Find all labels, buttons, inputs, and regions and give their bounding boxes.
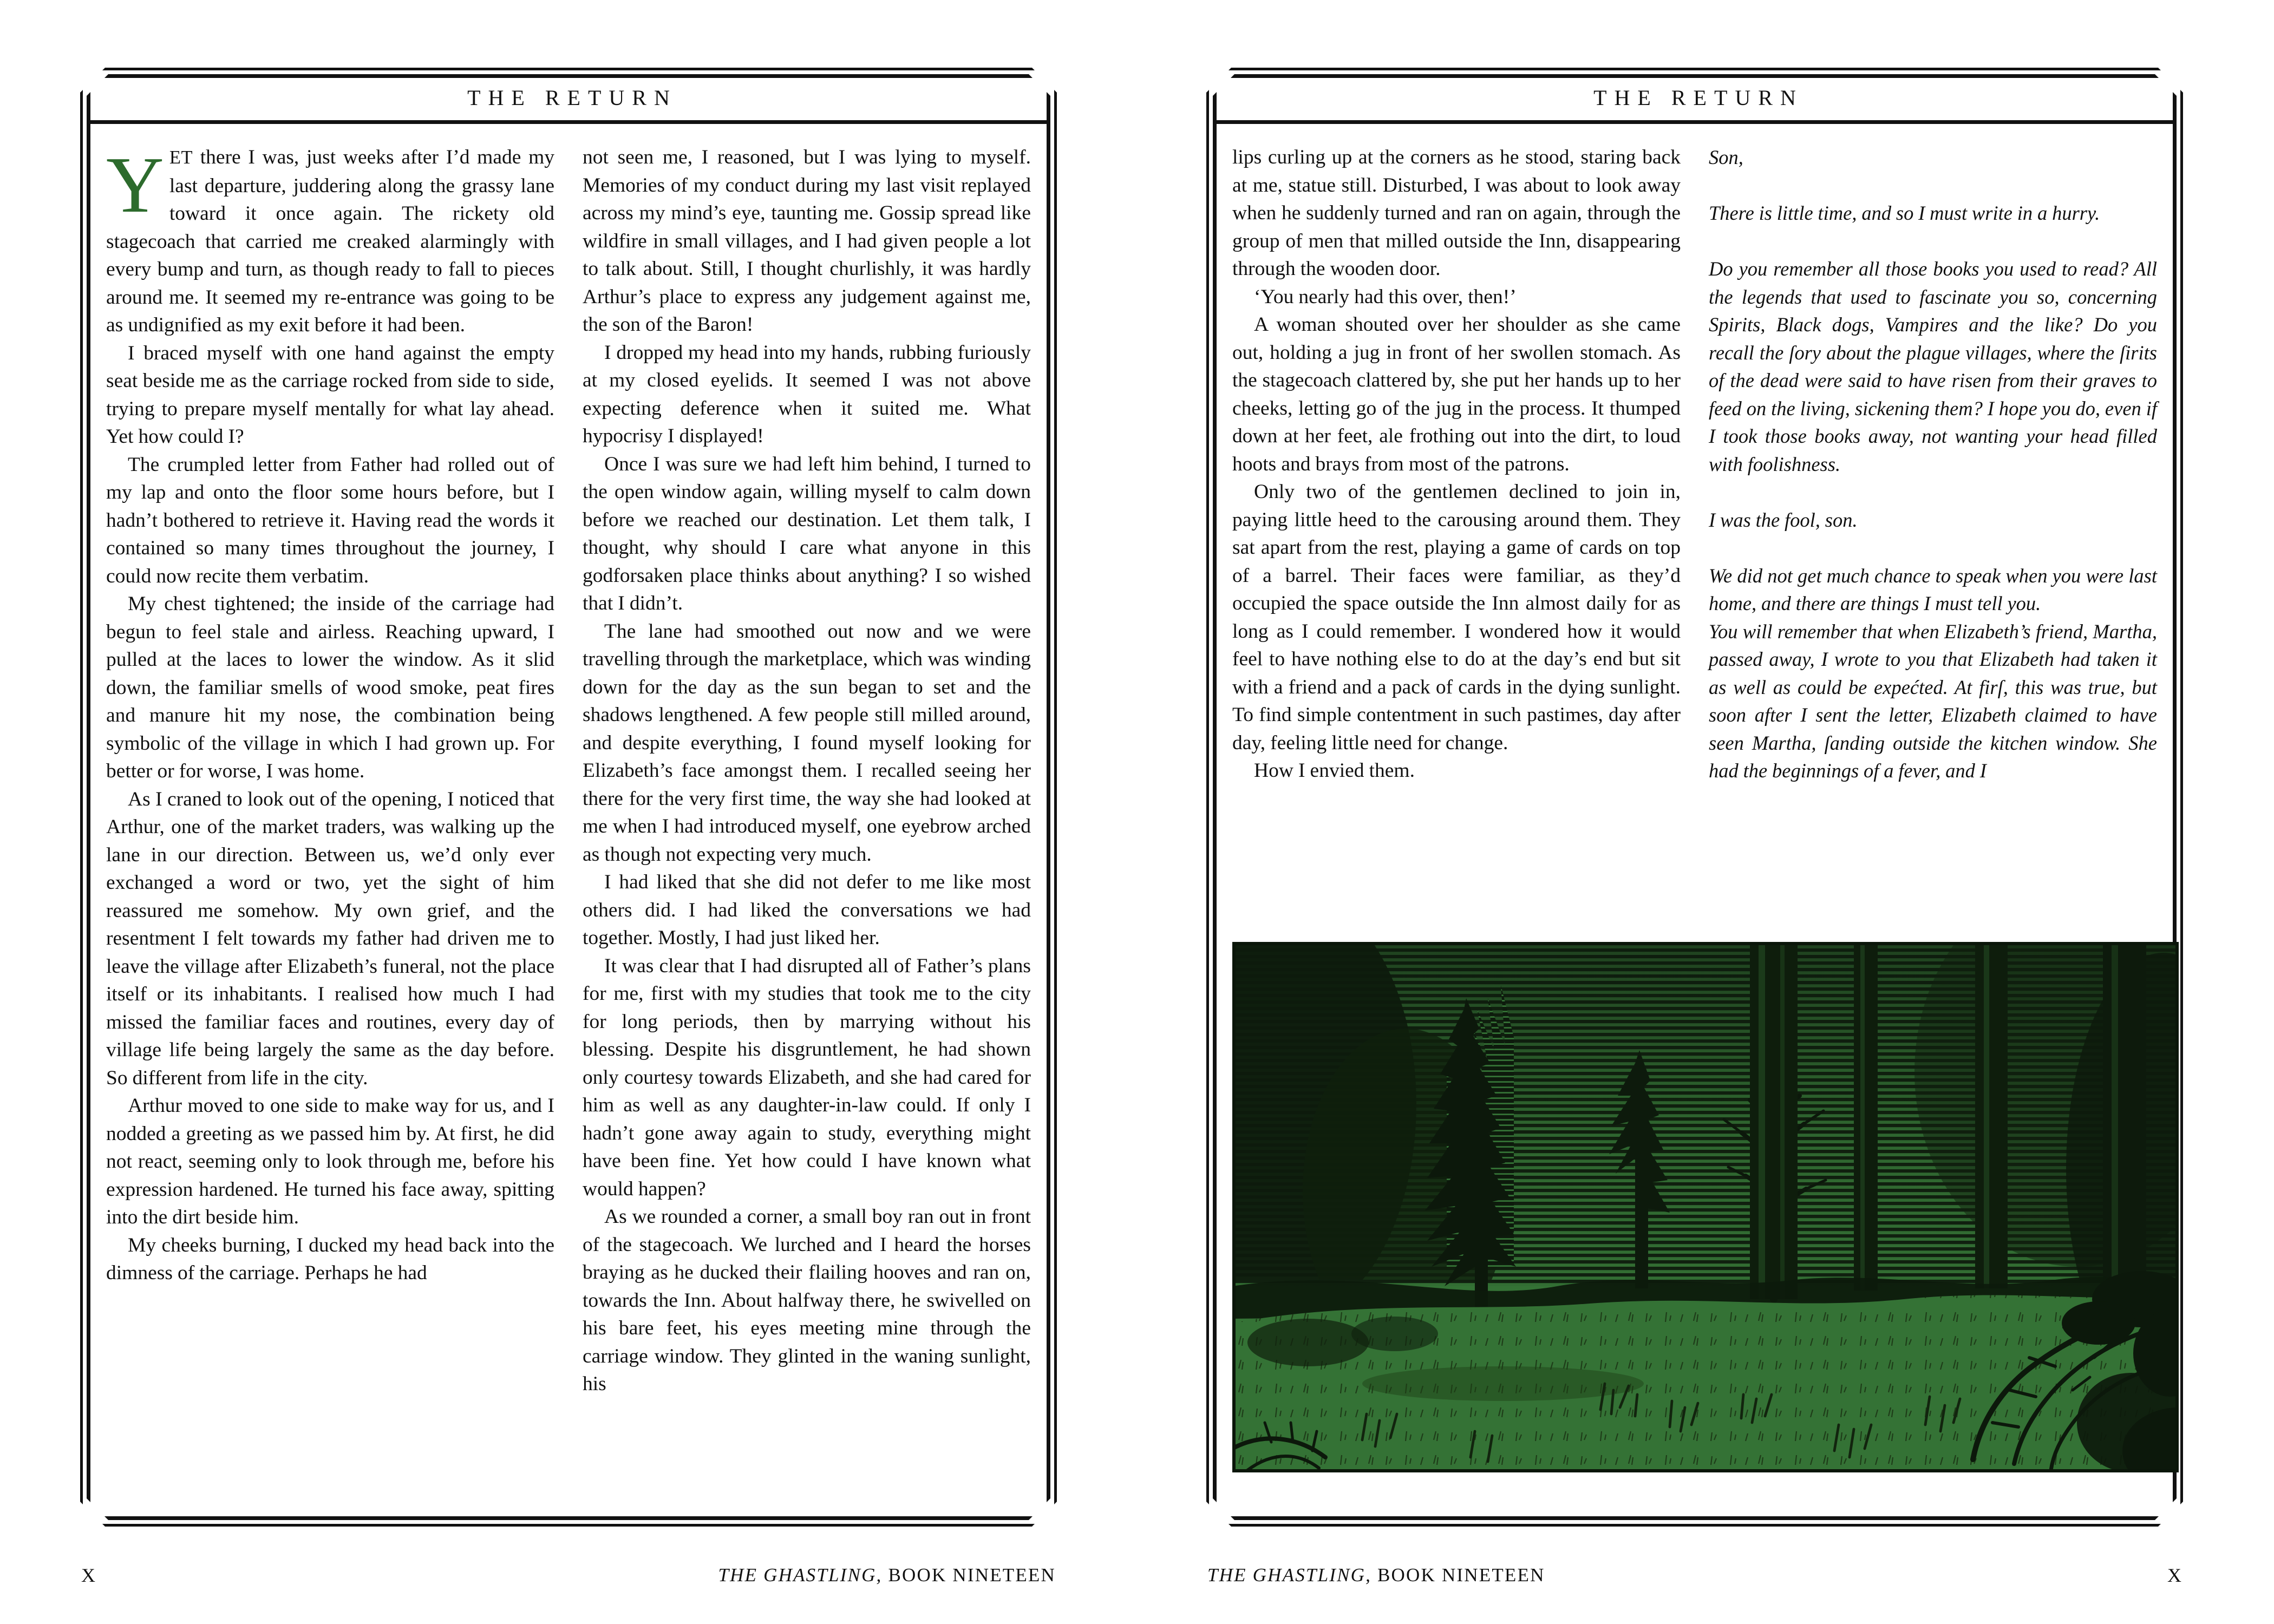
imprint-book: BOOK NINETEEN (1377, 1564, 1545, 1586)
paragraph: As I craned to look out of the opening, I noticed that Arthur, one of the market traders, was walking up the lane in our direction. Between us, we’d only ever exchanged a word or two, yet the sight of him reassured me somehow. My own grief, and the resentment I felt towards my father had driven me to leave the village after Elizabeth’s funeral, not the place itself or its inhabitants. I realised how much I had missed the familiar faces and routines, every day of village life being largely the same as the day before. So different from life in the city. (106, 788, 554, 1089)
forest-clearing-woodcut-icon (1232, 942, 2179, 1472)
right-page (1137, 0, 2274, 1624)
forest-illustration (1232, 942, 2179, 1472)
running-head-rule-right (1213, 120, 2177, 124)
imprint-title: THE GHASTLING, (718, 1564, 883, 1586)
paragraph: Once I was sure we had left him behind, I turned to the open window again, willing myself to calm down before we reached our destination. Let them talk, I thought, why should I care what anyone in this godforsaken place thinks about anything? I so wished that I didn’t. (583, 453, 1031, 614)
imprint-title: THE GHASTLING, (1207, 1564, 1372, 1586)
paragraph-dialogue: ‘You nearly had this over, then!’ (1254, 285, 1517, 308)
imprint-line (718, 1564, 1056, 1586)
letter-paragraph: We did not get much chance to speak when you were last home, and there are things I must tell you. (1709, 564, 2157, 614)
paragraph-continued: not seen me, I reasoned, but I was lying to myself. Memories of my conduct during my last visit replayed across my mind’s eye, taunting me. Gossip spread like wildfire in small villages, and I had given people a lot to talk about. Still, I thought churlishly, it was hardly Arthur’s place to express any judgement against me, the son of the Baron! (583, 146, 1031, 336)
left-page-column-one (106, 143, 554, 1489)
imprint-book: BOOK NINETEEN (888, 1564, 1056, 1586)
left-page-footer (81, 1556, 1056, 1594)
paragraph-continued: lips curling up at the corners as he stood, staring back at me, statue still. Disturbed, I was about to look away when he suddenly turned and ran on again, through the group of men that milled outside the Inn, disappearing through the wooden door. (1232, 146, 1681, 280)
paragraph: The lane had smoothed out now and we were travelling through the marketplace, which was winding down for the day as the sun began to set and the shadows lengthened. A few people still milled around, and despite everything, I found myself looking for Elizabeth’s face amongst them. I recalled seeing her there for the very first time, the way she had looked at me when I had introduced myself, one eyebrow arched as though not expecting very much. (583, 620, 1031, 866)
letter-salutation: Son, (1709, 146, 1743, 168)
folio-number: X (81, 1564, 96, 1586)
opening-small-caps: ET (169, 147, 193, 168)
paragraph-text: there I was, just weeks after I’d made my last departure, juddering along the grassy lane toward it once again. The rickety old stagecoach that carried me creaked alarmingly with every bump and turn, as though ready to fall to pieces around me. It seemed my re-entrance was going to be as undignified as my exit before it had been. (106, 146, 554, 336)
running-head-rule-left (87, 120, 1050, 124)
paragraph: Only two of the gentlemen declined to join in, paying little heed to the carousing around them. They sat apart from the rest, playing a game of cards on top of a barrel. Their faces were familiar, as they’d occupied the space outside the Inn almost daily for as long as I could remember. I wondered how it would feel to have nothing else to do at the day’s end but sit with a friend and a pack of cards in the dying sunlight. To find simple contentment in such pastimes, day after day, feeling little need for change. (1232, 481, 1681, 754)
letter-paragraph: Do you remember all those books you used to read? All the legends that used to fascinate you so, concerning Spirits, Black dogs, Vampires and the like? Do you recall the ſory about the plague villages, where the ſirits of the dead were said to have risen from their graves to feed on the living, sickening them? I hope you do, even if I took those books away, not wanting your head filled with foolishness. (1709, 258, 2157, 475)
running-head-left: THE RETURN (467, 85, 677, 110)
opening-paragraph (106, 143, 554, 339)
right-page-footer (1207, 1556, 2182, 1594)
drop-cap-letter: Y (106, 141, 164, 230)
letter-paragraph: There is little time, and so I must write in a hurry. (1709, 202, 2100, 224)
paragraph: The crumpled letter from Father had rolled out of my lap and onto the floor some hours before, but I hadn’t bothered to retrieve it. Having read the words it contained so many times throughout the journey, I could now recite them verbatim. (106, 453, 554, 587)
paragraph: I dropped my head into my hands, rubbing furiously at my closed eyelids. It seemed I was not above expecting deference when it suited me. What hypocrisy I displayed! (583, 341, 1031, 447)
paragraph: A woman shouted over her shoulder as she came out, holding a jug in front of her swollen stomach. As the stagecoach clattered by, she put her hands up to her cheeks, letting go of the jug in the process. It thumped down at her feet, ale frothing out into the dirt, to loud hoots and brays from most of the patrons. (1232, 313, 1681, 475)
paragraph: My cheeks burning, I ducked my head back into the dimness of the carriage. Perhaps he had (106, 1234, 554, 1284)
paragraph: It was clear that I had disrupted all of Father’s plans for me, first with my studies that took me to the city for long periods, then by marrying without his blessing. Despite his disgruntlement, he had shown only courtesy towards Elizabeth, and she had cared for him as well as any daughter-in-law could. If only I hadn’t gone away again to study, everything might have been fine. Yet how could I have known what would happen? (583, 954, 1031, 1200)
letter-paragraph: You will remember that when Elizabeth’s friend, Martha, passed away, I wrote to you that Elizabeth had taken it as well as could be expećted. At firſ, this was true, but soon after I sent the letter, Elizabeth claimed to have seen Martha, ſanding outside the kitchen window. She had the beginnings of a fever, and I (1709, 620, 2157, 782)
paragraph: How I envied them. (1254, 759, 1415, 782)
paragraph: I had liked that she did not defer to me like most others did. I had liked the conversations we had together. Mostly, I had just liked her. (583, 871, 1031, 949)
folio-number: X (2167, 1564, 2182, 1586)
paragraph: My chest tightened; the inside of the carriage had begun to feel stale and airless. Reaching upward, I pulled at the laces to lower the window. As it slid down, the familiar smells of wood smoke, peat fires and manure hit my nose, the combination being symbolic of the village in which I had grown up. For better or for worse, I was home. (106, 593, 554, 782)
paragraph: As we rounded a corner, a small boy ran out in front of the stagecoach. We lurched and I heard the horses braying as he ducked their flailing hooves and ran on, towards the Inn. About halfway there, he swivelled on his bare feet, his eyes meeting mine through the carriage window. They glinted in the waning sunlight, his (583, 1206, 1031, 1395)
left-page-column-two (583, 143, 1031, 1489)
paragraph: Arthur moved to one side to make way for us, and I nodded a greeting as we passed him by. At first, he did not react, seeming only to look through me, before his expression hardened. He turned his face away, spitting into the dirt beside him. (106, 1095, 554, 1228)
letter-paragraph: I was the fool, son. (1709, 508, 1858, 531)
imprint-line (1207, 1564, 1545, 1586)
left-page-text-body (106, 143, 1031, 1489)
paragraph: I braced myself with one hand against the empty seat beside me as the carriage rocked from side to side, trying to prepare myself mentally for what lay ahead. Yet how could I? (106, 342, 554, 448)
running-head-right: THE RETURN (1593, 85, 1803, 110)
